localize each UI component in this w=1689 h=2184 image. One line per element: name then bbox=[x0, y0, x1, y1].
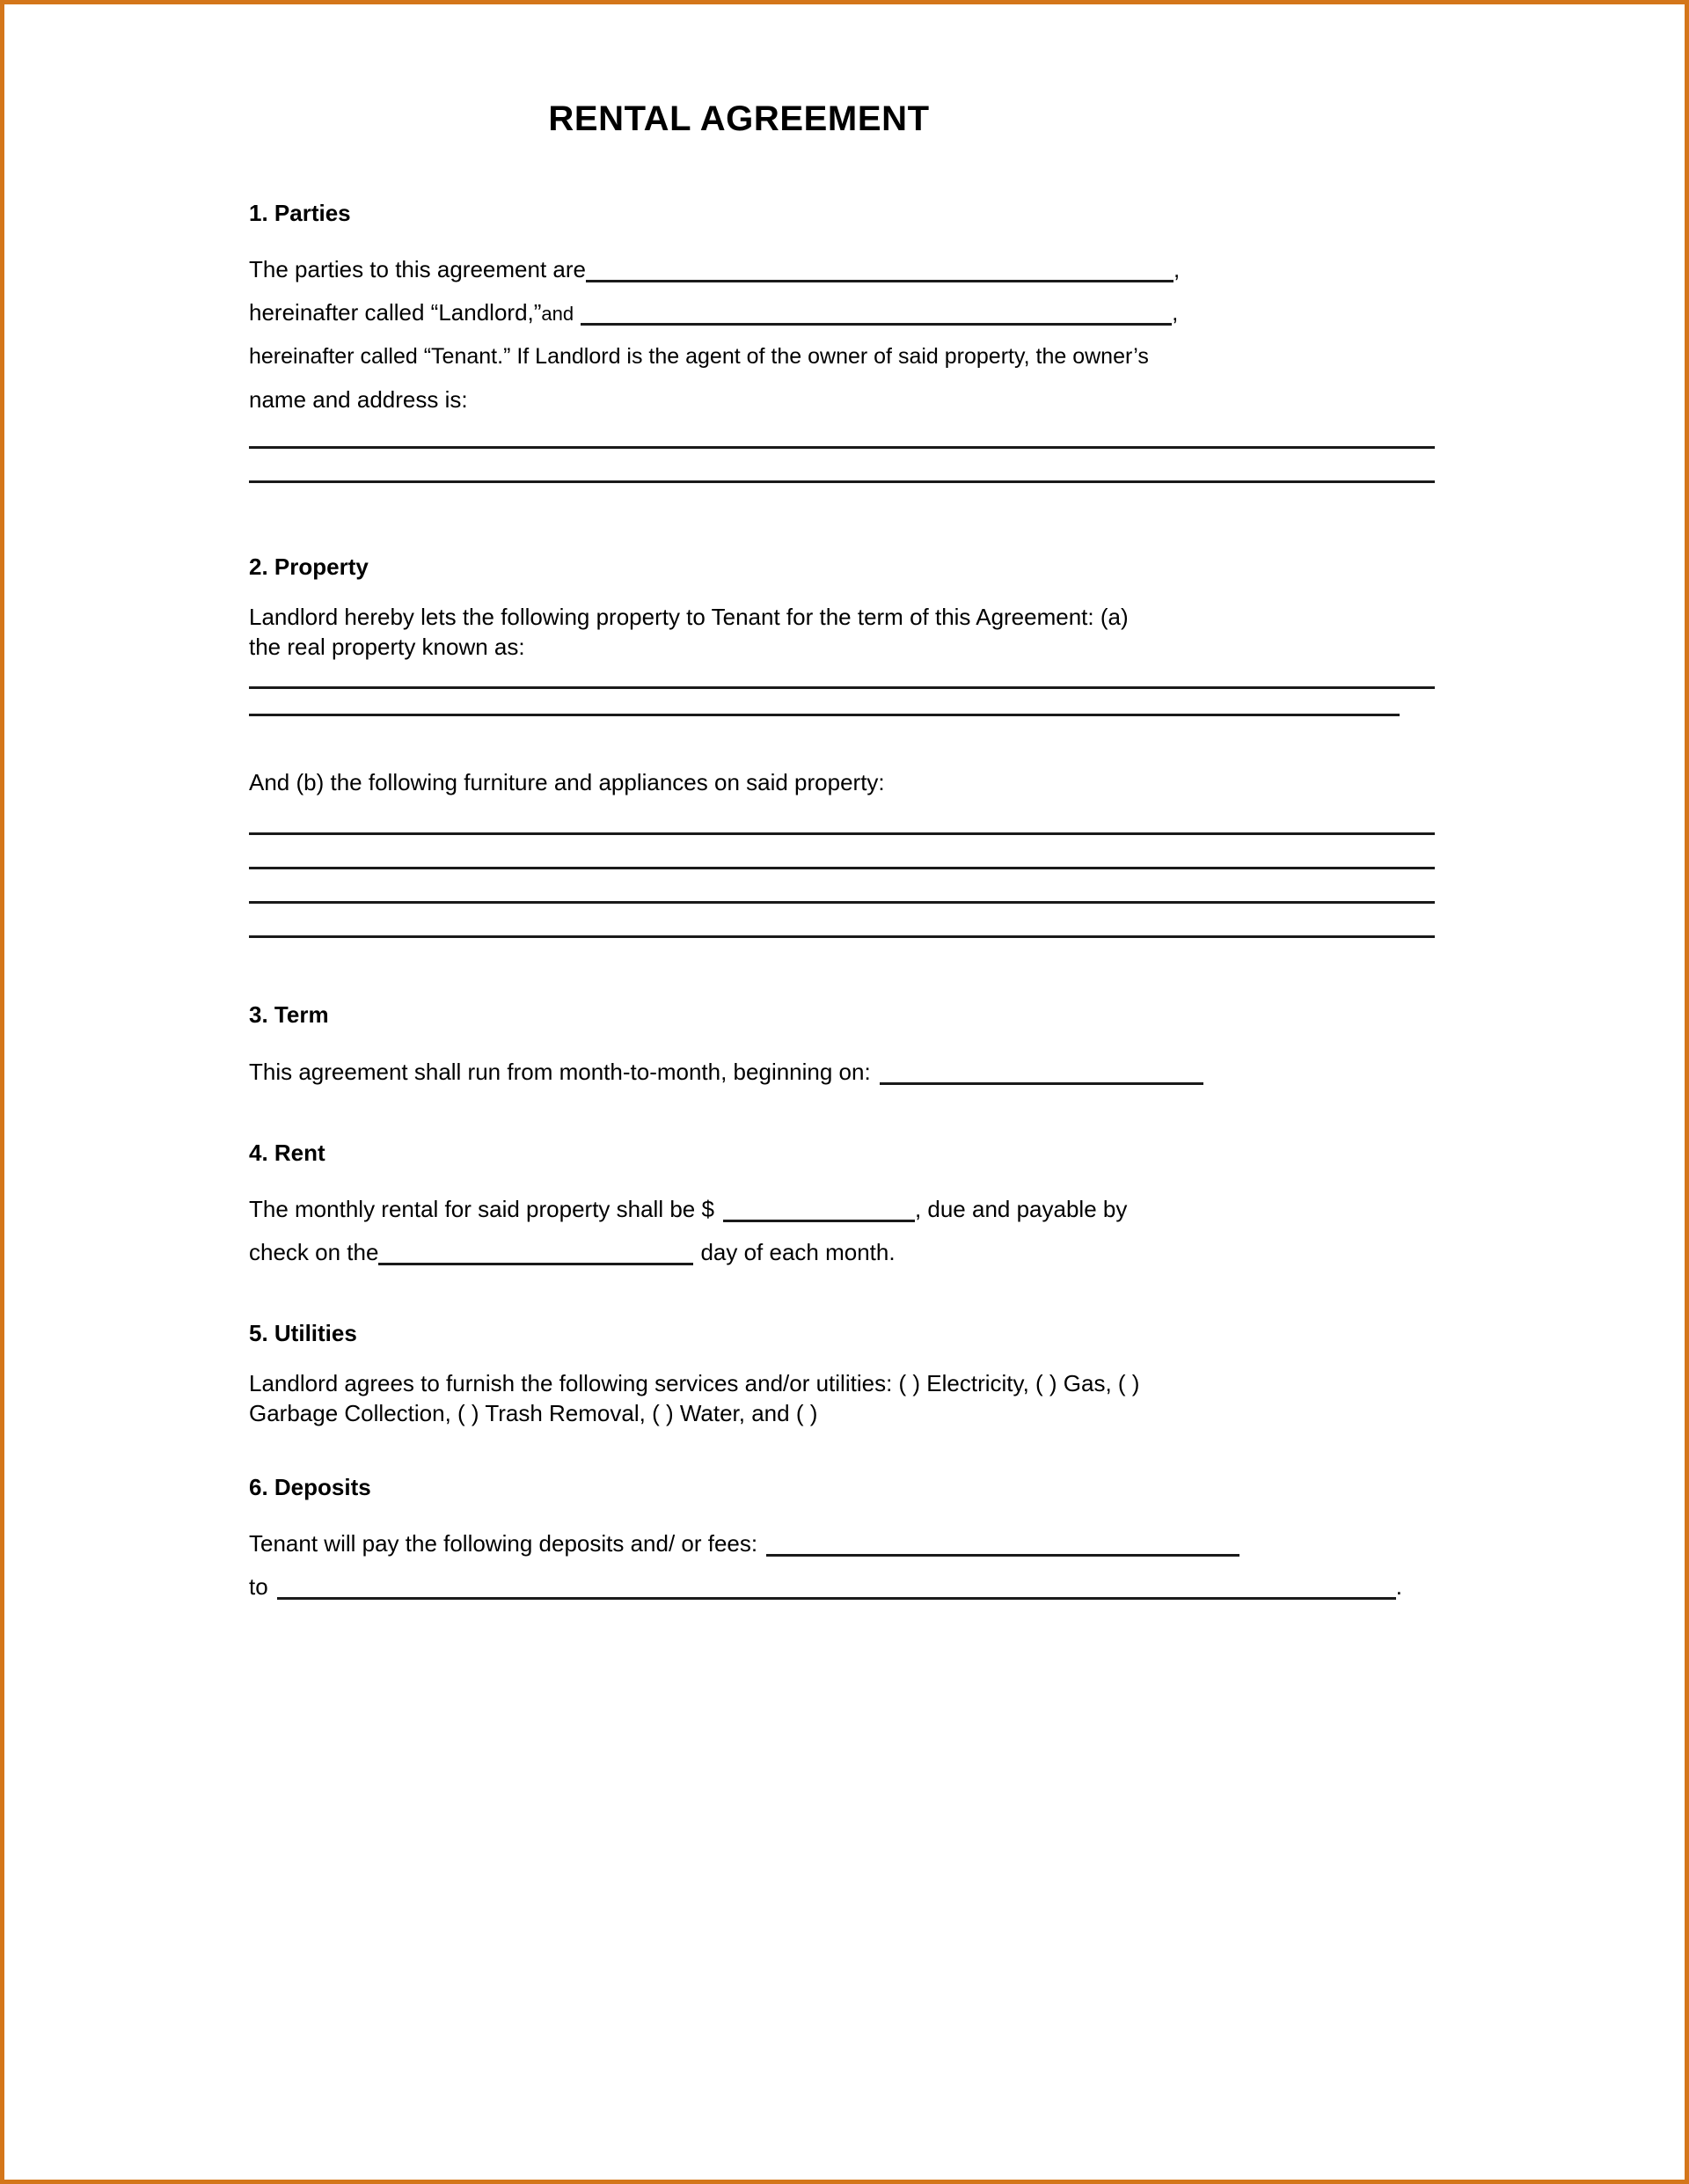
section-term bbox=[249, 1001, 1435, 1093]
term-start-date-blank[interactable] bbox=[880, 1082, 1203, 1085]
parties-line-3: hereinafter called “Tenant.” If Landlord is the agent of the owner of said property, the owner’s bbox=[249, 344, 1149, 370]
spacer bbox=[249, 716, 1435, 767]
property-paragraph-a-line-2: the real property known as: bbox=[249, 634, 525, 661]
section-heading-rent: 4. Rent bbox=[249, 1139, 325, 1166]
section-heading-parties: 1. Parties bbox=[249, 200, 351, 226]
spacer bbox=[249, 1167, 1435, 1188]
parties-landlord-blank[interactable] bbox=[586, 280, 1174, 282]
spacer bbox=[249, 1094, 1435, 1140]
parties-tenant-blank[interactable] bbox=[581, 323, 1172, 326]
section-heading-deposits: 6. Deposits bbox=[249, 1473, 371, 1500]
rent-line-2-text: check on the bbox=[249, 1238, 379, 1265]
spacer bbox=[249, 797, 1435, 832]
deposits-fees-blank[interactable] bbox=[766, 1554, 1239, 1557]
spacer bbox=[249, 662, 1435, 686]
deposits-line-2 bbox=[249, 1565, 1435, 1609]
deposits-payee-blank[interactable] bbox=[277, 1597, 1396, 1600]
section-heading-property: 2. Property bbox=[249, 553, 369, 581]
utilities-line-2: Garbage Collection, ( ) Trash Removal, ( ) Water, and ( ) bbox=[249, 1399, 818, 1426]
rent-line-2 bbox=[249, 1231, 1435, 1274]
spacer bbox=[249, 904, 1435, 935]
parties-line-2-and: and bbox=[541, 303, 574, 326]
rent-line-1 bbox=[249, 1188, 1435, 1231]
page-title: RENTAL AGREEMENT bbox=[548, 99, 930, 138]
spacer bbox=[249, 835, 1435, 867]
property-paragraph-a-line-1: Landlord hereby lets the following property to Tenant for the term of this Agreement: (a) bbox=[249, 604, 1129, 631]
spacer bbox=[249, 689, 1435, 714]
spacer bbox=[249, 1347, 1435, 1368]
deposits-line-1 bbox=[249, 1522, 1435, 1565]
deposits-line-2-period: . bbox=[1395, 1573, 1402, 1601]
spacer bbox=[249, 1501, 1435, 1522]
property-paragraph-b: And (b) the following furniture and appliances on said property: bbox=[249, 769, 885, 796]
parties-line-1-comma: , bbox=[1173, 256, 1181, 283]
spacer bbox=[249, 421, 1435, 446]
section-parties bbox=[249, 200, 1435, 483]
term-line-1 bbox=[249, 1051, 1435, 1094]
parties-line-2-text: hereinafter called “Landlord,” bbox=[249, 299, 542, 326]
spacer bbox=[249, 227, 1435, 248]
section-property bbox=[249, 553, 1435, 938]
document-body bbox=[249, 200, 1435, 1609]
parties-line-1 bbox=[249, 248, 1435, 291]
spacer bbox=[249, 581, 1435, 602]
section-deposits bbox=[249, 1474, 1435, 1609]
term-line-1-text: This agreement shall run from month-to-month, beginning on: bbox=[249, 1058, 871, 1085]
page-canvas bbox=[4, 4, 1685, 2180]
parties-line-2 bbox=[249, 291, 1435, 335]
deposits-line-1-text: Tenant will pay the following deposits and/ or fees: bbox=[249, 1530, 758, 1557]
rent-line-1-text: The monthly rental for said property shall be $ bbox=[249, 1195, 714, 1222]
spacer bbox=[249, 938, 1435, 1001]
rent-due-day-blank[interactable] bbox=[378, 1263, 693, 1265]
spacer bbox=[249, 1274, 1435, 1320]
rent-amount-blank[interactable] bbox=[723, 1220, 915, 1222]
utilities-line-1: Landlord agrees to furnish the following services and/or utilities: ( ) Electricity, ( ) Gas, ( ) bbox=[249, 1369, 1140, 1396]
rent-line-1-tail: , due and payable by bbox=[914, 1195, 1128, 1222]
spacer bbox=[249, 483, 1435, 553]
spacer bbox=[249, 1428, 1435, 1474]
section-heading-utilities: 5. Utilities bbox=[249, 1319, 357, 1346]
spacer bbox=[249, 869, 1435, 901]
section-heading-term: 3. Term bbox=[249, 1001, 329, 1029]
deposits-line-2-text: to bbox=[249, 1573, 268, 1601]
spacer bbox=[249, 449, 1435, 480]
parties-line-4: name and address is: bbox=[249, 386, 468, 414]
spacer bbox=[249, 1030, 1435, 1051]
rent-line-2-tail: day of each month. bbox=[700, 1238, 896, 1265]
parties-line-1-text: The parties to this agreement are bbox=[249, 256, 586, 283]
section-utilities bbox=[249, 1320, 1435, 1428]
section-rent bbox=[249, 1140, 1435, 1274]
parties-line-2-comma: , bbox=[1172, 299, 1179, 326]
